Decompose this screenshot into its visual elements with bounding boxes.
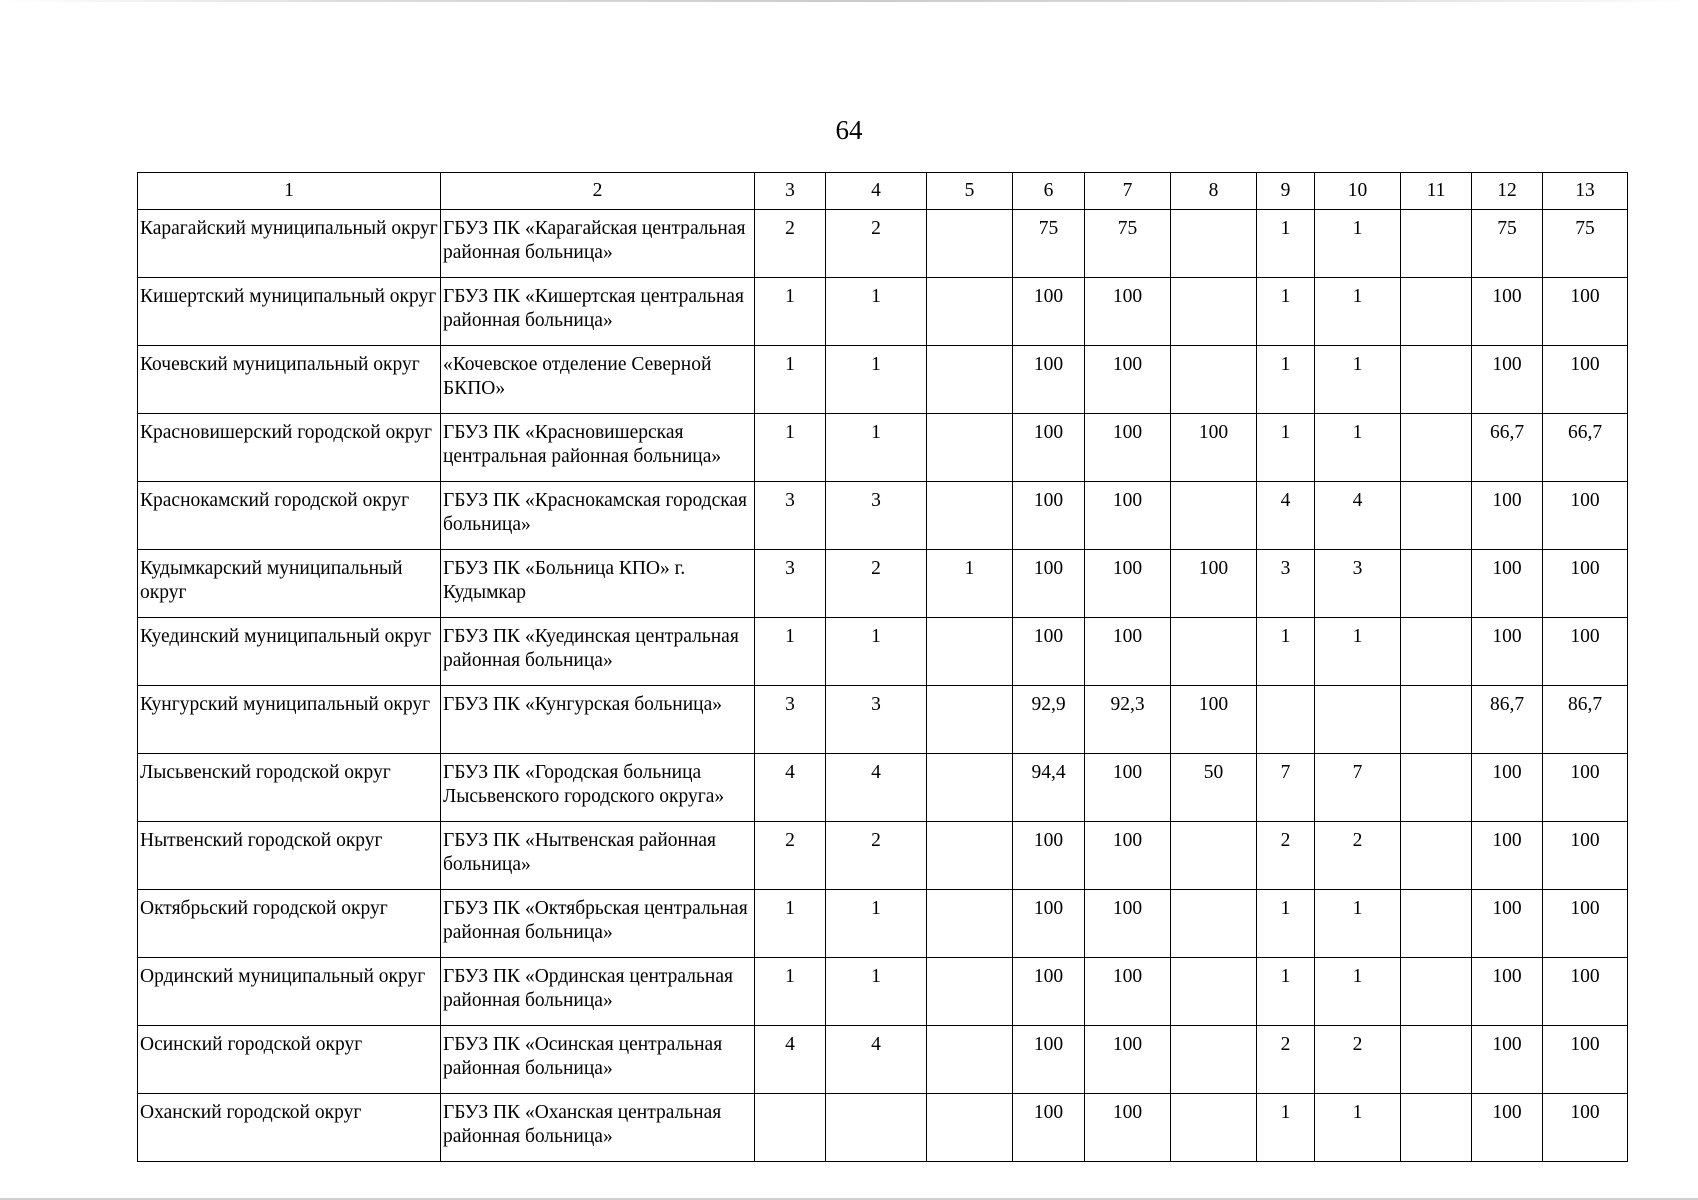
value-cell [927, 618, 1013, 686]
column-header: 12 [1472, 173, 1543, 210]
table-header-row [138, 173, 1628, 210]
value-cell: 100 [1543, 890, 1628, 958]
value-cell: 1 [1257, 618, 1315, 686]
district-cell: Карагайский муниципальный округ [138, 210, 441, 278]
institution-cell: ГБУЗ ПК «Краснокамская городская больница» [441, 482, 755, 550]
value-cell [1171, 278, 1257, 346]
institution-cell: ГБУЗ ПК «Кунгурская больница» [441, 686, 755, 754]
value-cell [927, 890, 1013, 958]
value-cell: 2 [826, 822, 927, 890]
value-cell: 1 [1257, 958, 1315, 1026]
institution-cell: ГБУЗ ПК «Красновишерская центральная районная больница» [441, 414, 755, 482]
column-header: 5 [927, 173, 1013, 210]
district-cell: Краснокамский городской округ [138, 482, 441, 550]
value-cell: 100 [1472, 278, 1543, 346]
column-header: 13 [1543, 173, 1628, 210]
institution-cell: ГБУЗ ПК «Кишертская центральная районная больница» [441, 278, 755, 346]
value-cell: 4 [826, 754, 927, 822]
value-cell [927, 278, 1013, 346]
value-cell: 1 [826, 618, 927, 686]
value-cell: 75 [1472, 210, 1543, 278]
value-cell: 1 [1315, 618, 1401, 686]
value-cell: 3 [826, 482, 927, 550]
column-header: 7 [1085, 173, 1171, 210]
district-cell: Куединский муниципальный округ [138, 618, 441, 686]
column-header: 6 [1013, 173, 1085, 210]
value-cell: 2 [1315, 1026, 1401, 1094]
value-cell: 1 [826, 278, 927, 346]
institution-cell: «Кочевское отделение Северной БКПО» [441, 346, 755, 414]
table-row [138, 550, 1628, 618]
institution-cell: ГБУЗ ПК «Оханская центральная районная больница» [441, 1094, 755, 1162]
value-cell: 100 [1472, 890, 1543, 958]
value-cell [927, 210, 1013, 278]
value-cell [1171, 618, 1257, 686]
value-cell [1401, 210, 1472, 278]
value-cell: 2 [1257, 1026, 1315, 1094]
district-cell: Кишертский муниципальный округ [138, 278, 441, 346]
value-cell: 100 [1543, 822, 1628, 890]
value-cell: 100 [1472, 1026, 1543, 1094]
value-cell: 86,7 [1543, 686, 1628, 754]
value-cell: 75 [1543, 210, 1628, 278]
district-cell: Нытвенский городской округ [138, 822, 441, 890]
value-cell [1401, 686, 1472, 754]
column-header: 2 [441, 173, 755, 210]
value-cell: 100 [1543, 618, 1628, 686]
table-row [138, 346, 1628, 414]
value-cell: 100 [1013, 482, 1085, 550]
value-cell [826, 1094, 927, 1162]
value-cell: 1 [755, 346, 826, 414]
value-cell: 1 [1315, 1094, 1401, 1162]
value-cell [755, 1094, 826, 1162]
value-cell: 1 [1315, 414, 1401, 482]
table-row [138, 414, 1628, 482]
value-cell [1401, 618, 1472, 686]
value-cell: 1 [1315, 278, 1401, 346]
column-header: 1 [138, 173, 441, 210]
value-cell: 100 [1013, 890, 1085, 958]
value-cell: 100 [1543, 958, 1628, 1026]
value-cell: 100 [1543, 1094, 1628, 1162]
district-cell: Кудымкарский муниципальный округ [138, 550, 441, 618]
value-cell [1315, 686, 1401, 754]
value-cell: 100 [1013, 550, 1085, 618]
institution-cell: ГБУЗ ПК «Городская больница Лысьвенского городского округа» [441, 754, 755, 822]
value-cell: 100 [1085, 822, 1171, 890]
value-cell: 1 [1257, 346, 1315, 414]
value-cell: 1 [826, 414, 927, 482]
value-cell: 100 [1013, 278, 1085, 346]
column-header: 4 [826, 173, 927, 210]
value-cell: 100 [1085, 890, 1171, 958]
table-row [138, 1026, 1628, 1094]
district-cell: Красновишерский городской округ [138, 414, 441, 482]
value-cell: 100 [1472, 482, 1543, 550]
value-cell [1401, 550, 1472, 618]
value-cell: 75 [1013, 210, 1085, 278]
value-cell: 86,7 [1472, 686, 1543, 754]
value-cell: 100 [1085, 278, 1171, 346]
value-cell: 100 [1472, 822, 1543, 890]
value-cell [927, 1026, 1013, 1094]
value-cell: 1 [1315, 210, 1401, 278]
value-cell: 100 [1013, 346, 1085, 414]
value-cell [1171, 210, 1257, 278]
value-cell: 2 [755, 210, 826, 278]
value-cell: 3 [755, 686, 826, 754]
value-cell: 4 [1315, 482, 1401, 550]
value-cell: 2 [1315, 822, 1401, 890]
value-cell [1171, 1026, 1257, 1094]
institution-cell: ГБУЗ ПК «Куединская центральная районная больница» [441, 618, 755, 686]
table-row [138, 618, 1628, 686]
table-row [138, 754, 1628, 822]
value-cell: 100 [1472, 1094, 1543, 1162]
value-cell [1401, 822, 1472, 890]
district-cell: Кочевский муниципальный округ [138, 346, 441, 414]
value-cell [1401, 482, 1472, 550]
value-cell [1401, 346, 1472, 414]
value-cell [927, 346, 1013, 414]
value-cell: 100 [1543, 550, 1628, 618]
value-cell: 100 [1085, 754, 1171, 822]
value-cell [1257, 686, 1315, 754]
value-cell: 92,3 [1085, 686, 1171, 754]
value-cell: 66,7 [1543, 414, 1628, 482]
value-cell [927, 1094, 1013, 1162]
value-cell: 1 [755, 618, 826, 686]
value-cell: 66,7 [1472, 414, 1543, 482]
value-cell: 100 [1472, 754, 1543, 822]
value-cell [1401, 278, 1472, 346]
district-cell: Оханский городской округ [138, 1094, 441, 1162]
value-cell: 100 [1171, 414, 1257, 482]
value-cell [927, 482, 1013, 550]
value-cell: 100 [1085, 1094, 1171, 1162]
value-cell: 1 [826, 346, 927, 414]
table-row [138, 482, 1628, 550]
value-cell: 100 [1472, 346, 1543, 414]
value-cell: 100 [1013, 822, 1085, 890]
column-header: 10 [1315, 173, 1401, 210]
district-cell: Лысьвенский городской округ [138, 754, 441, 822]
value-cell: 1 [927, 550, 1013, 618]
value-cell [1401, 890, 1472, 958]
value-cell [927, 754, 1013, 822]
value-cell: 3 [755, 482, 826, 550]
value-cell: 4 [755, 1026, 826, 1094]
value-cell: 2 [755, 822, 826, 890]
data-table [137, 172, 1628, 1162]
value-cell [927, 686, 1013, 754]
value-cell: 94,4 [1013, 754, 1085, 822]
value-cell: 4 [1257, 482, 1315, 550]
value-cell [1401, 414, 1472, 482]
value-cell: 100 [1171, 686, 1257, 754]
value-cell [927, 414, 1013, 482]
value-cell: 1 [1315, 346, 1401, 414]
column-header: 8 [1171, 173, 1257, 210]
institution-cell: ГБУЗ ПК «Ординская центральная районная больница» [441, 958, 755, 1026]
value-cell [1171, 1094, 1257, 1162]
district-cell: Осинский городской округ [138, 1026, 441, 1094]
value-cell: 3 [1257, 550, 1315, 618]
value-cell [1171, 822, 1257, 890]
district-cell: Ординский муниципальный округ [138, 958, 441, 1026]
value-cell: 1 [755, 278, 826, 346]
value-cell: 100 [1085, 482, 1171, 550]
value-cell: 50 [1171, 754, 1257, 822]
institution-cell: ГБУЗ ПК «Больница КПО» г. Кудымкар [441, 550, 755, 618]
table-row [138, 686, 1628, 754]
value-cell: 1 [1257, 210, 1315, 278]
district-cell: Кунгурский муниципальный округ [138, 686, 441, 754]
value-cell [1171, 958, 1257, 1026]
table-row [138, 1094, 1628, 1162]
value-cell: 100 [1543, 482, 1628, 550]
value-cell: 100 [1543, 278, 1628, 346]
value-cell: 100 [1543, 346, 1628, 414]
value-cell: 1 [1257, 414, 1315, 482]
page-number: 64 [835, 115, 863, 145]
district-cell: Октябрьский городской округ [138, 890, 441, 958]
value-cell: 1 [826, 958, 927, 1026]
value-cell: 3 [826, 686, 927, 754]
value-cell: 100 [1085, 618, 1171, 686]
value-cell: 100 [1171, 550, 1257, 618]
value-cell: 2 [826, 210, 927, 278]
value-cell: 100 [1013, 414, 1085, 482]
column-header: 11 [1401, 173, 1472, 210]
value-cell: 7 [1315, 754, 1401, 822]
institution-cell: ГБУЗ ПК «Осинская центральная районная больница» [441, 1026, 755, 1094]
institution-cell: ГБУЗ ПК «Карагайская центральная районная больница» [441, 210, 755, 278]
value-cell: 100 [1085, 346, 1171, 414]
table-row [138, 210, 1628, 278]
page-top-edge [0, 0, 1698, 2]
value-cell [1401, 958, 1472, 1026]
value-cell: 100 [1085, 1026, 1171, 1094]
value-cell [927, 822, 1013, 890]
value-cell [1171, 890, 1257, 958]
value-cell: 1 [1315, 890, 1401, 958]
value-cell: 1 [1315, 958, 1401, 1026]
column-header: 3 [755, 173, 826, 210]
value-cell [1401, 1026, 1472, 1094]
value-cell [927, 958, 1013, 1026]
value-cell: 100 [1472, 618, 1543, 686]
value-cell: 2 [1257, 822, 1315, 890]
value-cell: 4 [826, 1026, 927, 1094]
table-row [138, 278, 1628, 346]
value-cell: 1 [1257, 278, 1315, 346]
column-header: 9 [1257, 173, 1315, 210]
value-cell: 2 [826, 550, 927, 618]
table-row [138, 890, 1628, 958]
value-cell [1401, 754, 1472, 822]
value-cell: 1 [755, 890, 826, 958]
value-cell: 1 [826, 890, 927, 958]
table-row [138, 958, 1628, 1026]
value-cell: 75 [1085, 210, 1171, 278]
value-cell: 100 [1013, 1026, 1085, 1094]
value-cell: 1 [1257, 1094, 1315, 1162]
value-cell: 100 [1085, 958, 1171, 1026]
table-row [138, 822, 1628, 890]
value-cell: 100 [1085, 550, 1171, 618]
value-cell: 100 [1013, 618, 1085, 686]
value-cell: 1 [755, 414, 826, 482]
value-cell [1171, 482, 1257, 550]
value-cell [1171, 346, 1257, 414]
value-cell: 4 [755, 754, 826, 822]
value-cell: 100 [1543, 754, 1628, 822]
value-cell: 3 [755, 550, 826, 618]
value-cell: 7 [1257, 754, 1315, 822]
value-cell: 100 [1472, 550, 1543, 618]
value-cell: 100 [1472, 958, 1543, 1026]
institution-cell: ГБУЗ ПК «Нытвенская районная больница» [441, 822, 755, 890]
institution-cell: ГБУЗ ПК «Октябрьская центральная районная больница» [441, 890, 755, 958]
value-cell: 100 [1085, 414, 1171, 482]
value-cell [1401, 1094, 1472, 1162]
value-cell: 1 [1257, 890, 1315, 958]
value-cell: 100 [1543, 1026, 1628, 1094]
value-cell: 100 [1013, 1094, 1085, 1162]
value-cell: 1 [755, 958, 826, 1026]
value-cell: 92,9 [1013, 686, 1085, 754]
value-cell: 3 [1315, 550, 1401, 618]
value-cell: 100 [1013, 958, 1085, 1026]
